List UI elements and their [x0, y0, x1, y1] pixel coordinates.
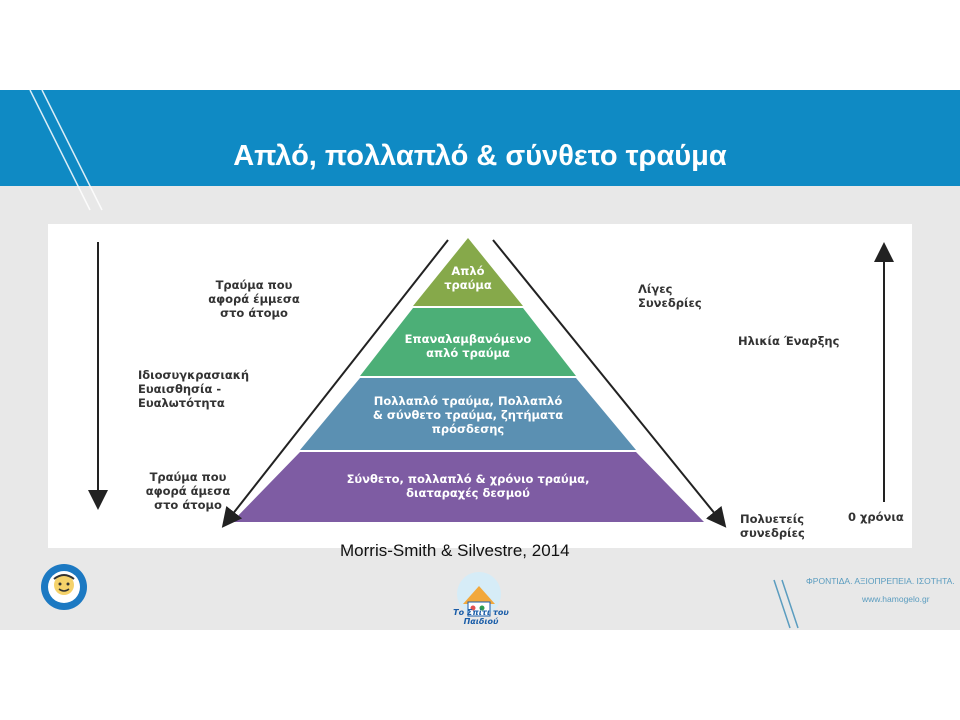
pyramid-level-1-label: Απλό τραύμα	[444, 264, 492, 292]
right-label-bottom: Πολυετείς συνεδρίες	[740, 512, 805, 540]
right-label-top: Λίγες Συνεδρίες	[638, 282, 702, 310]
pyramid-level-4-label: Σύνθετο, πολλαπλό & χρόνιο τραύμα, διαταραχές δεσμού	[346, 472, 590, 500]
right-label-zero: 0 χρόνια	[848, 510, 904, 524]
pyramid-level-2-label: Επαναλαμβανόμενο απλό τραύμα	[404, 332, 532, 360]
pyramid-level-3-label: Πολλαπλό τραύμα, Πολλαπλό & σύνθετο τραύμα, ζητήματα πρόσδεσης	[372, 394, 564, 436]
citation: Morris-Smith & Silvestre, 2014	[340, 541, 570, 560]
left-label-middle: Ιδιοσυγκρασιακή Ευαισθησία - Ευαλωτότητα	[138, 368, 250, 410]
left-label-top: Τραύμα που αφορά έμμεσα στο άτομο	[208, 278, 300, 320]
diagram-panel	[48, 224, 912, 548]
right-label-middle: Ηλικία Έναρξης	[738, 334, 840, 348]
slide-title: Απλό, πολλαπλό & σύνθετο τραύμα	[233, 140, 727, 172]
hamogelo-logo	[40, 563, 88, 611]
left-label-bottom: Τραύμα που αφορά άμεσα στο άτομο	[145, 470, 231, 512]
footer-tagline: ΦΡΟΝΤΙΔΑ. ΑΞΙΟΠΡΕΠΕΙΑ. ΙΣΟΤΗΤΑ.	[806, 576, 955, 586]
childs-home-logo-text: Το Σπίτι του Παιδιού	[453, 608, 509, 626]
footer-url[interactable]: www.hamogelo.gr	[862, 594, 930, 604]
